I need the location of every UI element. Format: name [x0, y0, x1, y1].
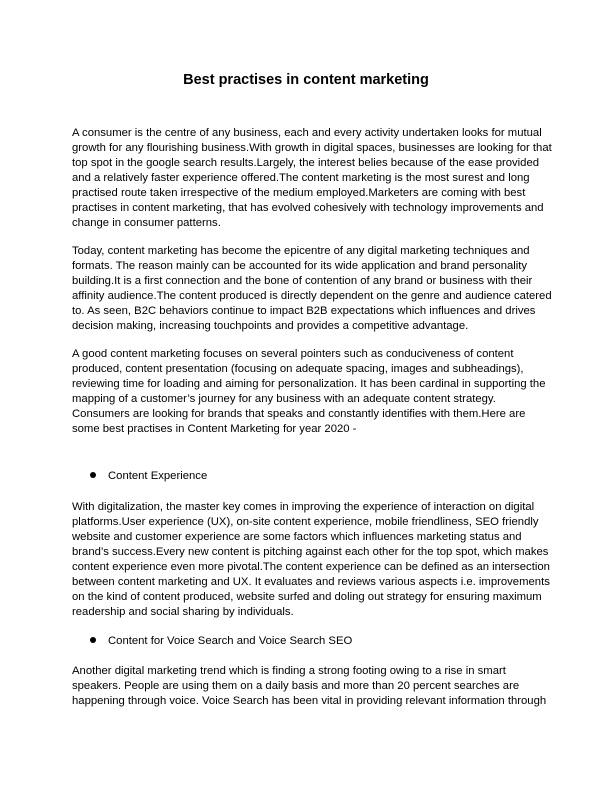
paragraph-today: [72, 244, 552, 334]
text-line: readership and social sharing by individuals.: [72, 606, 294, 618]
text-line: Consumers are looking for brands that speaks and constantly identifies with them.Here are: [72, 408, 526, 420]
paragraph-voice-search: [72, 664, 548, 709]
text-line: A consumer is the centre of any business, each and every activity undertaken looks for mutual: [72, 127, 542, 139]
text-line: With digitalization, the master key comes in improving the experience of interaction on digital: [72, 501, 535, 513]
text-line: between content marketing and UX. It evaluates and reviews various aspects i.e. improvements: [72, 576, 550, 588]
bullet-dot-icon: [90, 637, 96, 643]
text-line: Today, content marketing has become the epicentre of any digital marketing techniques and: [72, 245, 530, 257]
text-line: brand’s success.Every new content is pitching against each other for the top spot, which makes: [72, 546, 549, 558]
text-line: Another digital marketing trend which is finding a strong footing owing to a rise in smart: [72, 665, 506, 677]
text-line: reviewing time for loading and aiming for personalization. It has been cardinal in supporting the: [72, 378, 546, 390]
bullet-dot-icon: [90, 472, 96, 478]
paragraph-intro: [72, 126, 552, 231]
text-line: affinity audience.The content produced is directly dependent on the genre and audience catered: [72, 290, 552, 302]
text-line: produced, content presentation (focusing on adequate spacing, images and subheadings),: [72, 363, 524, 375]
text-line: and a relatively faster experience offered.The content marketing is the most surest and long: [72, 172, 530, 184]
bullet-label: Content Experience: [108, 470, 208, 482]
text-line: change in consumer patterns.: [72, 217, 221, 229]
bullet-item-voice-search: [90, 634, 352, 649]
paragraph-content-experience: [72, 500, 548, 620]
text-line: A good content marketing focuses on several pointers such as conduciveness of content: [72, 348, 514, 360]
text-line: happening through voice. Voice Search has been vital in providing relevant information through: [72, 695, 547, 707]
text-line: decision making, increasing touchpoints and provides a competitive advantage.: [72, 320, 469, 332]
text-line: formats. The reason mainly can be accounted for its wide application and brand personality: [72, 260, 528, 272]
text-line: some best practises in Content Marketing for year 2020 -: [72, 423, 357, 435]
text-line: website and customer experience are some factors which influences marketing status and: [72, 531, 522, 543]
text-line: top spot in the google search results.Largely, the interest belies because of the ease provided: [72, 157, 540, 169]
text-line: building.It is a first connection and the bone of contention of any brand or business with their: [72, 275, 533, 287]
text-line: growth for any flourishing business.With growth in digital spaces, businesses are looking for that: [72, 142, 552, 154]
text-line: platforms.User experience (UX), on-site content experience, mobile friendliness, SEO friendly: [72, 516, 539, 528]
text-line: to. As seen, B2C behaviors continue to impact B2B expectations which influences and drives: [72, 305, 536, 317]
text-line: content experience even more pivotal.The content experience can be defined as an intersection: [72, 561, 550, 573]
document-title: Best practises in content marketing: [183, 72, 429, 88]
text-line: speakers. People are using them on a daily basis and more than 20 percent searches are: [72, 680, 520, 692]
text-line: practises in content marketing, that has evolved cohesively with technology improvements and: [72, 202, 544, 214]
bullet-item-content-experience: [90, 469, 207, 484]
text-line: mapping of a customer’s journey for any business with an adequate content strategy.: [72, 393, 496, 405]
bullet-label: Content for Voice Search and Voice Search SEO: [108, 635, 353, 647]
paragraph-good-content: [72, 347, 548, 437]
text-line: on the kind of content produced, website surfed and doling out strategy for ensuring maximum: [72, 591, 542, 603]
text-line: practised route taken irrespective of the medium employed.Marketers are coming with best: [72, 187, 526, 199]
